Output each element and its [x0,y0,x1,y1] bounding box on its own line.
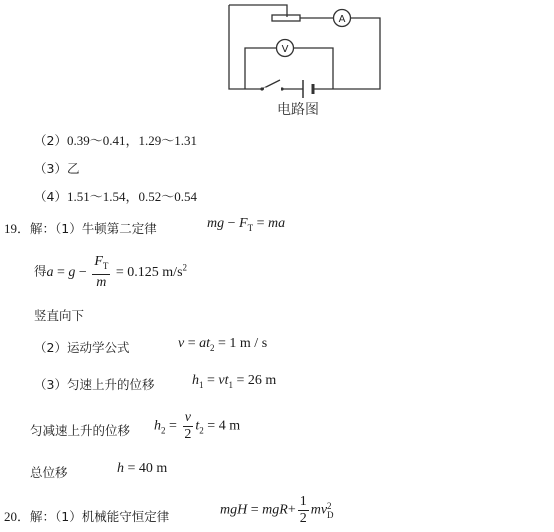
q18-item-3-value: 乙 [66,161,80,176]
q19-part3-label: （3）匀速上升的位移 [34,377,155,392]
q19-decel-label: 匀减速上升的位移 [30,423,131,438]
circuit-wire-inner-right [294,48,333,89]
q19-equation-5: $h_2$ = $\frac{v}{2}$ $t_2 = 4$ m [154,410,241,442]
q19-number: 19． [4,221,31,236]
q19-direction: 竖直向下 [34,308,85,323]
circuit-wire-top-left [229,5,287,14]
q19-fraction-ft-over-m: $\frac{F_T}{m}$ [94,254,109,290]
q19-total-label: 总位移 [30,465,68,480]
q18-item-4-label: （4） [34,189,67,204]
voltmeter-label: V [281,44,289,55]
q20-part1-label: （1）机械能守恒定律 [55,509,170,524]
q19-get-prefix: 得 [34,263,47,279]
q19-fraction-v-over-2: $\frac{v}{2}$ [184,410,192,442]
rheostat [272,15,300,21]
q18-item-3 [34,158,79,177]
q20-number: 20． [4,509,31,524]
q18-item-4-value: 1.51～1.54，0.52～0.54 [66,189,197,204]
q18-item-3-label: （3） [34,161,67,176]
switch-pivot [260,87,263,90]
q18-item-2 [34,130,197,149]
circuit-diagram [0,0,554,120]
diagram-caption: 电路图 [277,102,319,118]
q18-item-2-value: 0.39～0.41，1.29～1.31 [66,133,197,148]
q19-equation-6: h = 40 m [117,461,168,476]
q19-solve: 解： [30,221,56,236]
q20-solve: 解： [30,509,56,524]
q19-equation-4: $h_1 = vt_1 = 26$ m [192,373,277,390]
q19-equation-3: $v = at_2 = 1$ m / s [178,336,268,353]
q20-header [4,506,169,525]
q19-equation-2: 得a = g − $\frac{F_T}{m}$ = 0.125 $m/s^2$ [34,254,188,290]
ammeter-label: A [338,14,346,25]
q19-part1-label: （1）牛顿第二定律 [55,221,157,236]
circuit-wire-outer [229,5,303,89]
circuit-wire-right [313,18,380,89]
q20-fraction-half: $\frac{1}{2}$ [299,494,307,526]
q20-equation-1: mgH = mgR+ $\frac{1}{2}$ mv 2 D [220,494,334,526]
q18-item-2-label: （2） [34,133,67,148]
q18-item-4 [34,186,197,205]
q19-part2-label: （2）运动学公式 [34,340,130,355]
circuit-wire-inner-left [245,48,276,89]
q19-equation-1: mg − $F_T$ = ma [207,216,286,233]
q19-header [4,218,157,237]
